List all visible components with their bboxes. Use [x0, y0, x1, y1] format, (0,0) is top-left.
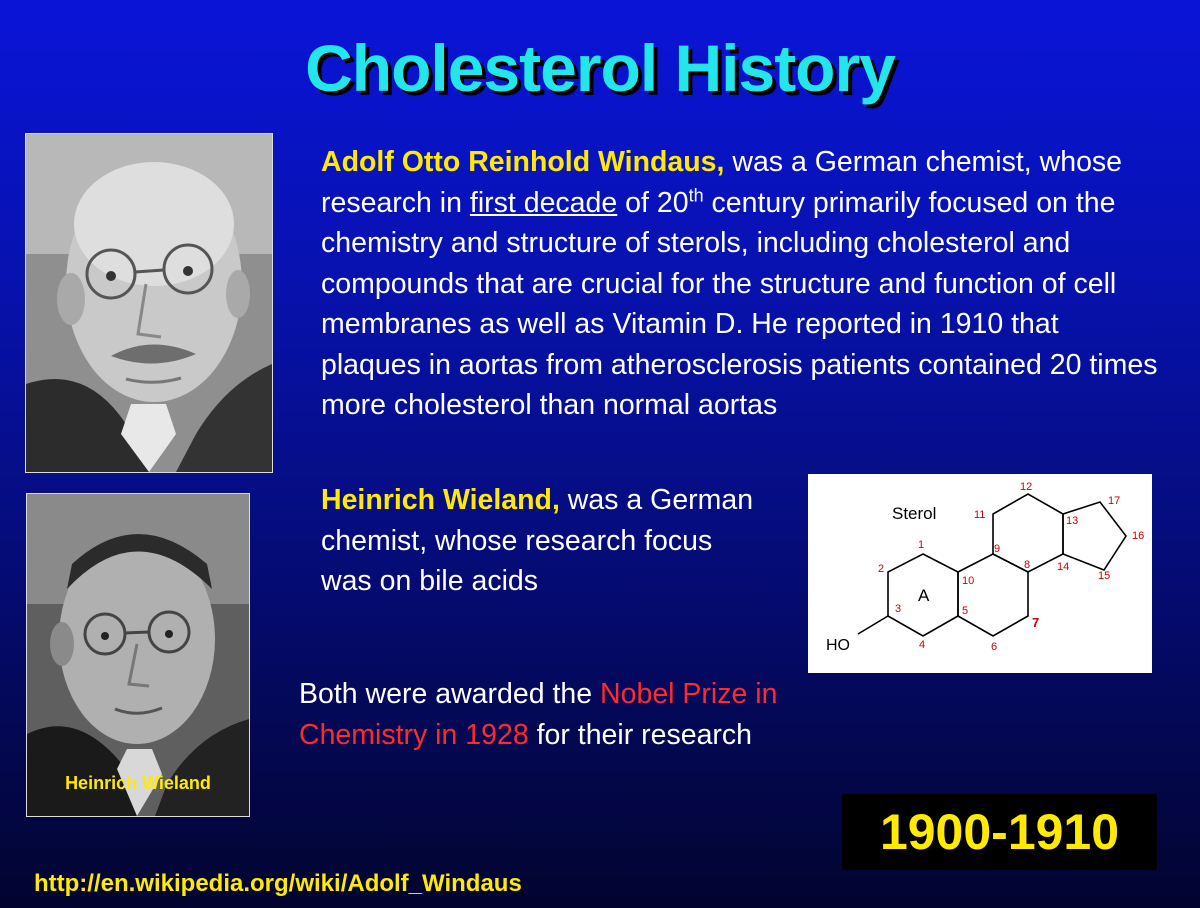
year-range-text: 1900-1910 — [879, 804, 1120, 860]
windaus-text-c: century primarily focused on the chemistry and structure of sterols, including cholesterol and compounds that are crucial for the structure and function of cell membranes as well as Vitamin D. He reported in 1910 that plaques in aortas from atherosclerosis patients contained 20 times more cholesterol than normal aortas — [321, 186, 1158, 421]
windaus-paragraph — [321, 142, 1161, 426]
windaus-text-a: was a German chemist, whose research in — [321, 146, 1123, 219]
atom-number-5: 5 — [962, 605, 969, 617]
atom-number-1: 1 — [918, 539, 925, 551]
wieland-photo — [26, 493, 250, 817]
atom-number-8: 8 — [1024, 559, 1031, 571]
nobel-text-a: Both were awarded the — [299, 678, 601, 710]
atom-number-13: 13 — [1066, 515, 1079, 527]
diagram-title: Sterol — [892, 504, 937, 523]
wieland-photo-caption: Heinrich Wieland — [65, 773, 211, 793]
wieland-name: Heinrich Wieland, — [321, 484, 560, 516]
year-range-box — [842, 794, 1157, 870]
wieland-paragraph — [321, 480, 761, 602]
atom-number-14: 14 — [1057, 561, 1070, 573]
windaus-text-b: of 20 — [617, 186, 689, 219]
sterol-structure-diagram — [808, 474, 1152, 673]
atom-number-4: 4 — [919, 639, 926, 651]
windaus-photo — [25, 133, 273, 473]
atom-number-10: 10 — [962, 575, 975, 587]
slide-title: Cholesterol History — [305, 31, 895, 105]
windaus-name: Adolf Otto Reinhold Windaus, — [321, 146, 725, 178]
nobel-paragraph — [299, 674, 899, 755]
atom-number-16: 16 — [1132, 530, 1145, 542]
nobel-text-b: for their research — [528, 718, 753, 751]
atom-number-12: 12 — [1020, 481, 1033, 493]
atom-number-15: 15 — [1098, 570, 1111, 582]
atom-number-9: 9 — [994, 543, 1001, 555]
th-superscript: th — [688, 185, 704, 205]
atom-number-6: 6 — [991, 641, 998, 653]
diagram-ring-label: A — [918, 586, 930, 605]
source-url[interactable]: http://en.wikipedia.org/wiki/Adolf_Windaus — [34, 870, 522, 897]
atom-number-3: 3 — [895, 603, 902, 615]
nobel-prize-text: Nobel Prize in Chemistry in 1928 — [299, 678, 778, 751]
diagram-ho-label: HO — [826, 637, 850, 654]
atom-number-2: 2 — [878, 563, 885, 575]
atom-number-11: 11 — [974, 509, 986, 521]
first-decade-text: first decade — [469, 186, 618, 219]
atom-number-17: 17 — [1108, 495, 1121, 507]
wieland-text: was a German chemist, whose research focus was on bile acids — [321, 484, 754, 597]
atom-number-7: 7 — [1032, 615, 1040, 630]
